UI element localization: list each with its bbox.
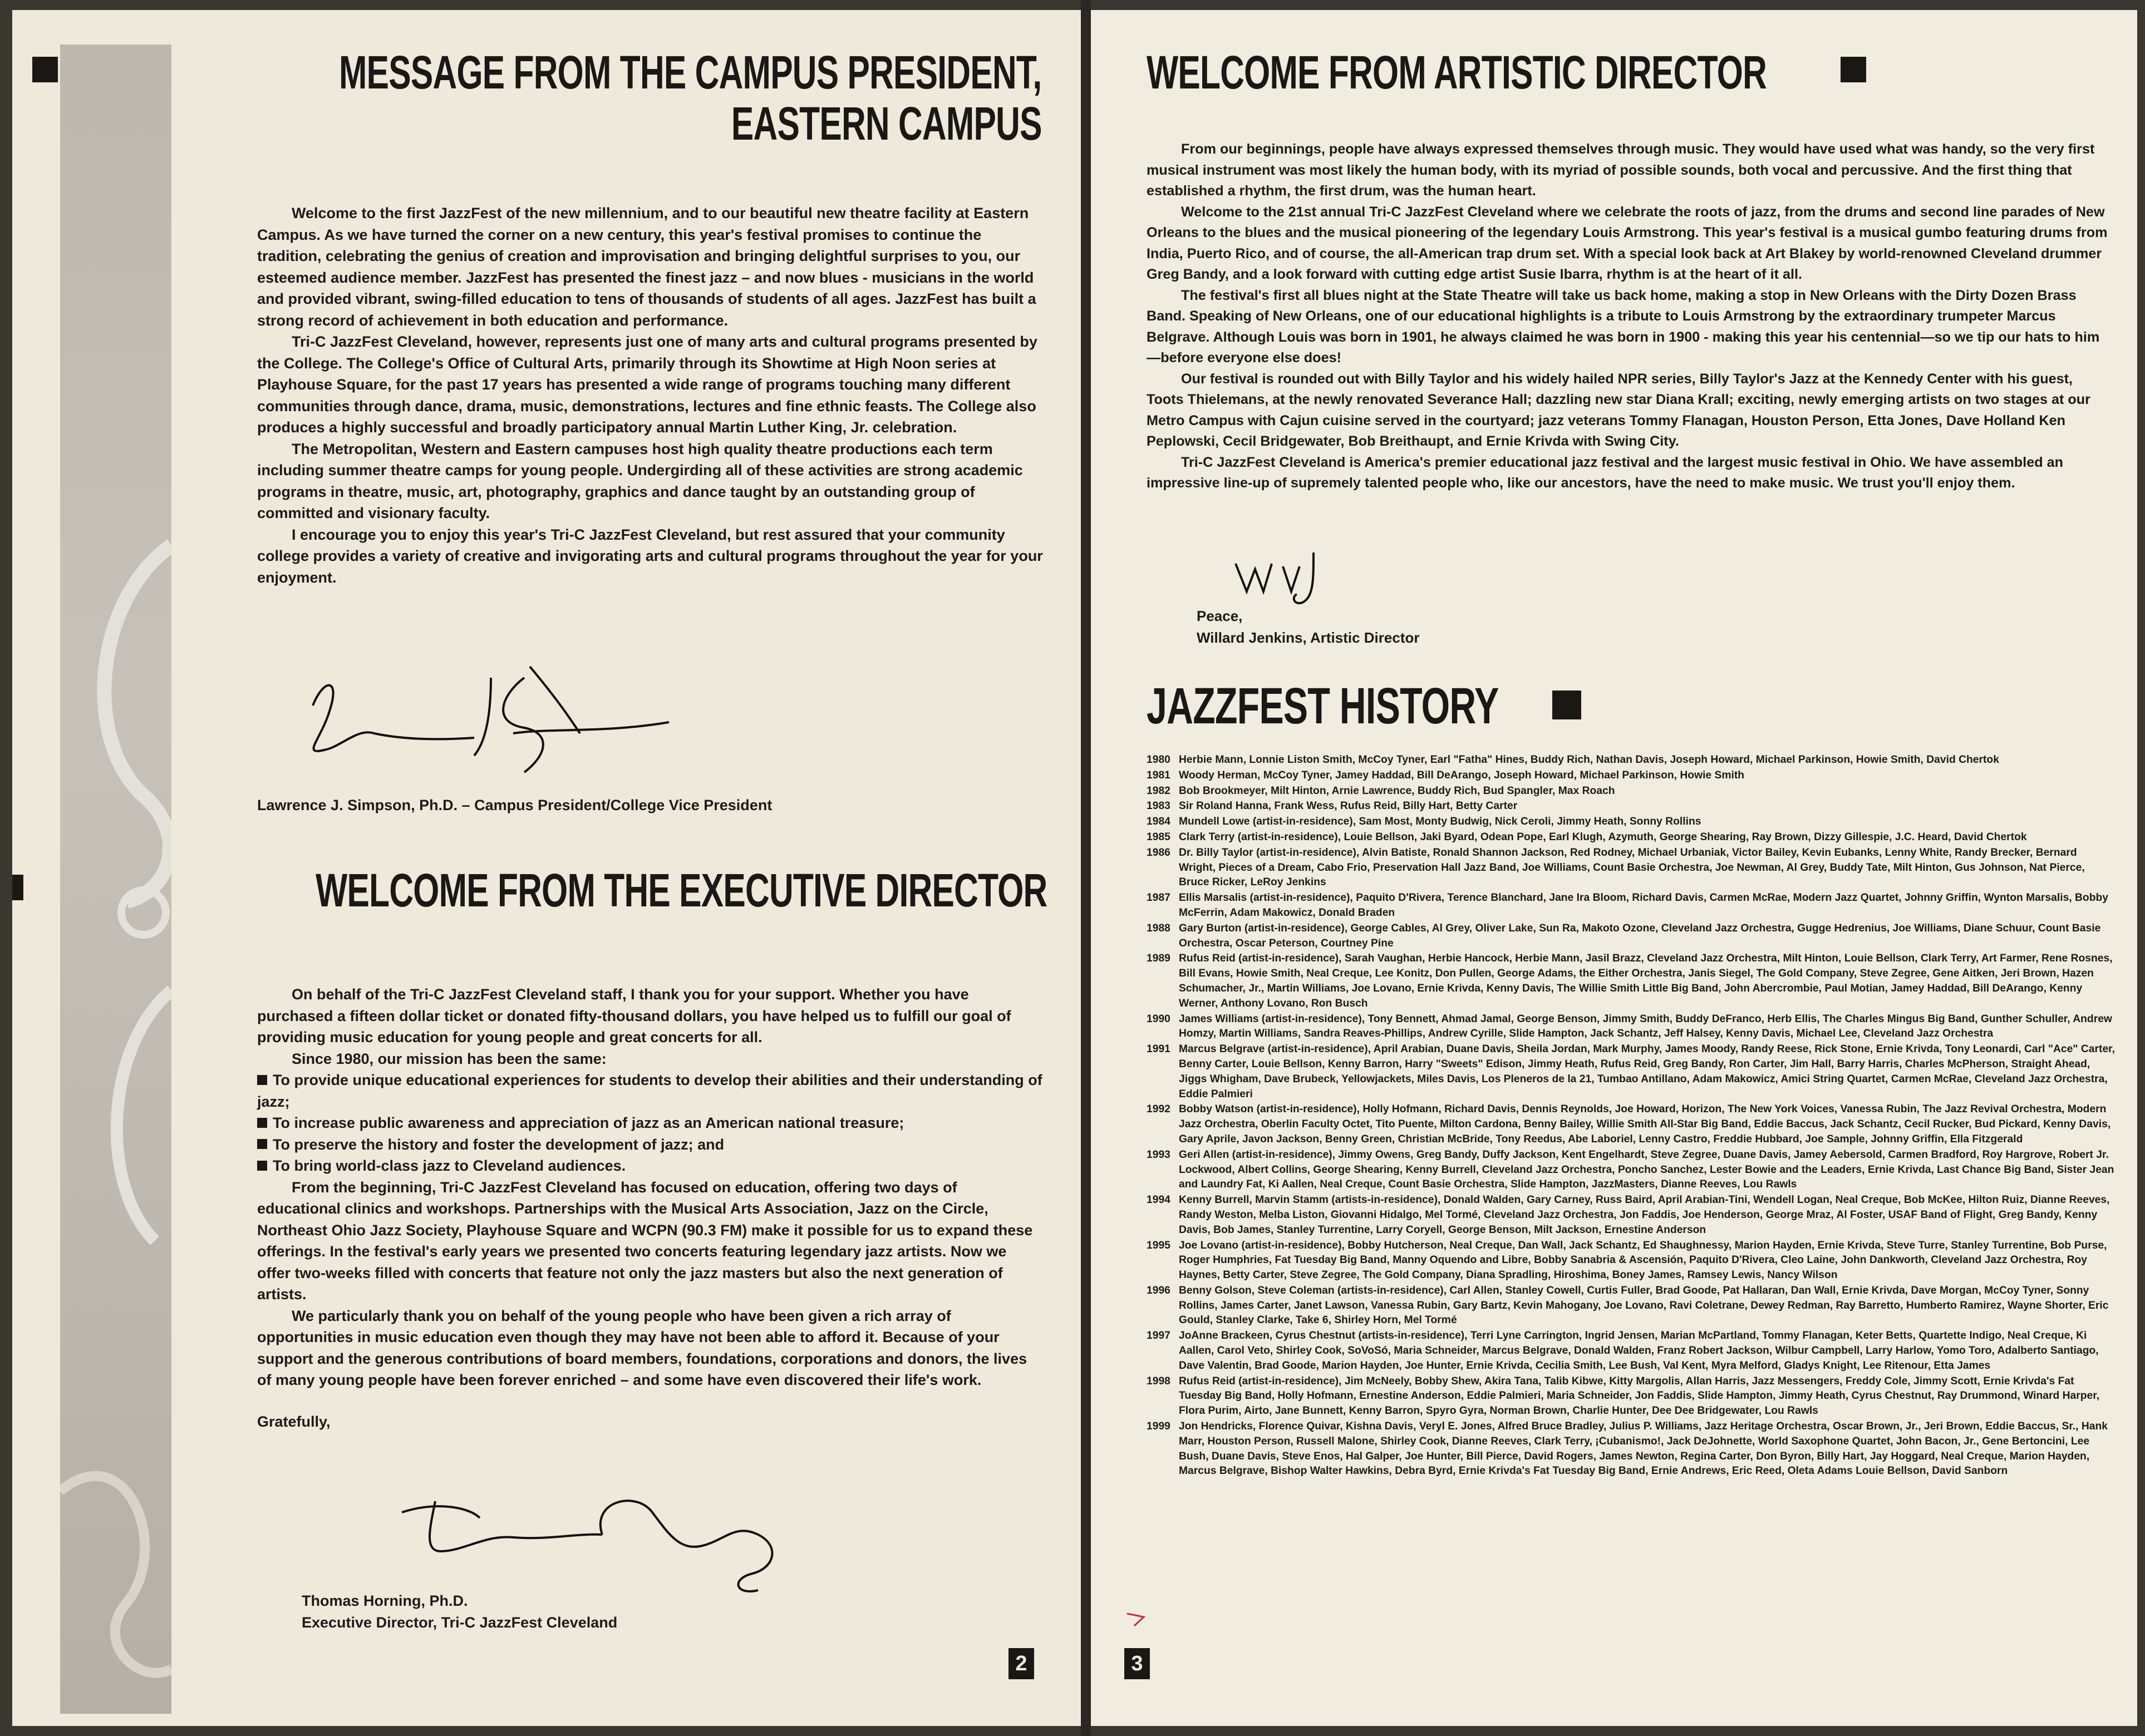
mission-bullet	[257, 1134, 1043, 1156]
artistic-letter	[1147, 139, 2108, 494]
history-entry	[1147, 1193, 2115, 1237]
history-entry	[1147, 1148, 2115, 1192]
executive-signature-block	[302, 1590, 970, 1633]
history-artists: Mundell Lowe (artist-in-residence), Sam Most, Monty Budwig, Nick Ceroli, Jimmy Heath, Sonny Rollins	[1179, 816, 1701, 828]
history-year: 1997	[1147, 1330, 1170, 1342]
mission-bullet-text: To preserve the history and foster the development of jazz; and	[273, 1136, 725, 1153]
mission-bullet	[257, 1155, 1043, 1177]
executive-closing: Gratefully,	[257, 1413, 331, 1430]
history-year: 1988	[1147, 922, 1170, 934]
history-year: 1986	[1147, 846, 1170, 859]
heading-square-icon	[1841, 57, 1866, 82]
history-entry	[1147, 951, 2115, 1011]
executive-signature	[391, 1468, 814, 1601]
artistic-signature-block	[1197, 605, 1698, 648]
history-entry	[1147, 1239, 2115, 1283]
history-year: 1985	[1147, 831, 1170, 843]
history-year: 1981	[1147, 769, 1170, 781]
history-artists: Geri Allen (artist-in-residence), Jimmy Owens, Greg Bandy, Duffy Jackson, Kent Engelhardt, Steve Zegree, Duane Davis, Jamey Aebersold, Carmen Bradford, Roy Hargrove, Robert Jr. Lockwood, Albert Collins, George Shearing, Kenny Burrell, Cleveland Jazz Orchestra, Poncho Sanchez, Lester Bowie and the Leaders, Ernie Krivda, Last Chance Big Band, Sister Jean and Laundry Fat, Ki Aallen, Neal Creque, Count Basie Orchestra, Slide Hampton, JazzMasters, Dianne Reeves, Lou Rawls	[1179, 1148, 2114, 1191]
history-artists: Ellis Marsalis (artist-in-residence), Paquito D'Rivera, Terence Blanchard, Jane Ira Bloom, Richard Davis, Carmen McRae, Modern Jazz Quartet, Johnny Griffin, Wynton Marsalis, Bobby McFerrin, Adam Makowicz, Donald Braden	[1179, 892, 2108, 919]
history-entry	[1147, 1102, 2115, 1147]
history-year: 1994	[1147, 1194, 1170, 1206]
history-entry	[1147, 846, 2115, 890]
executive-intro: On behalf of the Tri-C JazzFest Cleveland staff, I thank you for your support. Whether you have purchased a fifteen dollar ticket or donated fifty-thousand dollars, you have helped us to fulfill our goal of providing music education for young people and great concerts for all.	[257, 986, 1011, 1045]
history-year: 1996	[1147, 1284, 1170, 1296]
history-year: 1984	[1147, 816, 1170, 828]
executive-heading-text: WELCOME FROM THE EXECUTIVE DIRECTOR	[316, 864, 1047, 916]
history-year: 1998	[1147, 1375, 1170, 1387]
artistic-heading	[1147, 46, 1866, 98]
history-artists: Woody Herman, McCoy Tyner, Jamey Haddad, Bill DeArango, Joseph Howard, Michael Parkinson, Howie Smith	[1179, 769, 1745, 781]
president-heading-line1: MESSAGE FROM THE CAMPUS PRESIDENT,	[339, 46, 1042, 98]
history-year: 1991	[1147, 1043, 1170, 1056]
history-list	[1147, 753, 2115, 1479]
heading-square-icon	[32, 57, 58, 82]
president-paragraph: Tri-C JazzFest Cleveland, however, represents just one of many arts and cultural programs presented by the College. The College's Office of Cultural Arts, primarily through its Showtime at High Noon series at Playhouse Square, for the past 17 years has presented a wide range of programs touching many different communities through dance, drama, music, demonstrations, lectures and fine ethnic feasts. The College also produces a highly successful and broadly participatory annual Martin Luther King, Jr. celebration.	[257, 333, 1037, 436]
artistic-heading-text: WELCOME FROM ARTISTIC DIRECTOR	[1147, 46, 1767, 98]
page-number: 3	[1124, 1648, 1150, 1679]
history-artists: Jon Hendricks, Florence Quivar, Kishna Davis, Veryl E. Jones, Alfred Bruce Bradley, Julius P. Williams, Jazz Heritage Orchestra, Oscar Brown, Jr., Jeri Brown, Eddie Baccus, Sr., Hank Marr, Houston Person, Russell Malone, Shirley Cook, Dianne Reeves, Clark Terry, ¡Cubanismo!, Jack DeJohnette, World Saxophone Quartet, John Bacon, Jr., Gene Bertoncini, Lee Bush, Duane Davis, Steve Enos, Hal Galper, Joe Hunter, Bill Pierce, David Rogers, James Newton, Regina Carter, Don Byron, Billy Hart, Jay Hoggard, Neal Creque, Marion Hayden, Marcus Belgrave, Bishop Walter Hawkins, Debra Byrd, Ernie Krivda's Fat Tuesday Big Band, Ernie Andrews, Eric Reed, Oleta Adams Louie Bellson, David Sanborn	[1179, 1421, 2108, 1477]
history-artists: James Williams (artist-in-residence), Tony Bennett, Ahmad Jamal, George Benson, Jimmy Smith, Buddy DeFranco, Herb Ellis, The Charles Mingus Big Band, Gunther Schuller, Andrew Homzy, Martin Williams, Sandra Reaves-Phillips, Andrew Cyrille, Slide Hampton, Jack Schantz, Jeff Halsey, Kenny Davis, Michael Lee, Cleveland Jazz Orchestra	[1179, 1013, 2112, 1040]
history-artists: Rufus Reid (artist-in-residence), Sarah Vaughan, Herbie Hancock, Herbie Mann, Jasil Brazz, Cleveland Jazz Orchestra, Milt Hinton, Louie Bellson, Clark Terry, Art Farmer, Rene Rosnes, Bill Evans, Howie Smith, Neal Creque, Lee Konitz, Don Pullen, George Adams, the Either Orchestra, Janis Siegel, The Gold Company, Steve Zegree, Gene Aitken, Jeri Brown, Hazen Schumacher, Jr., Martin Williams, Joe Lovano, Ernie Krivda, Kenny Davis, The Willie Smith Little Big Band, John Abercrombie, Paul Motian, Jamey Haddad, Bill DeArango, Kenny Werner, Anthony Lovano, Ron Busch	[1179, 953, 2113, 1009]
history-heading	[1147, 680, 1581, 732]
history-heading-text: JAZZFEST HISTORY	[1147, 678, 1499, 734]
history-artists: JoAnne Brackeen, Cyrus Chestnut (artists-in-residence), Terri Lyne Carrington, Ingrid Jensen, Marian McPartland, Tommy Flanagan, Keter Betts, Quartette Indigo, Neal Creque, Ki Aallen, Carol Veto, Shirley Cook, SoVoSó, Maria Schneider, Marcus Belgrave, Donald Walden, Franz Robert Jackson, Wilbur Campbell, Larry Harlow, Yomo Toro, Adalberto Santiago, Dave Valentin, Brad Goode, Marion Hayden, Joe Hunter, Ernie Krivda, Cecilia Smith, Lee Bush, Val Kent, Myra Melford, Gladys Knight, Lee Ritenour, Etta James	[1179, 1330, 2099, 1372]
history-entry	[1147, 753, 2115, 768]
history-entry	[1147, 921, 2115, 951]
history-entry	[1147, 891, 2115, 921]
bullet-square-icon	[257, 1139, 267, 1149]
artistic-paragraph: From our beginnings, people have always expressed themselves through music. They would have used what was handy, so the very first musical instrument was most likely the human body, with its myriad of possible sounds, both vocal and percussive. And the first thing that established a rhythm, the first drum, was the human heart.	[1147, 141, 2095, 199]
executive-sig-name: Thomas Horning, Ph.D.	[302, 1592, 468, 1609]
president-paragraph: Welcome to the first JazzFest of the new millennium, and to our beautiful new theatre facility at Eastern Campus. As we have turned the corner on a new century, this year's festival promises to continue the tradition, celebrating the genius of creation and improvisation and bringing delightful surprises to you, our esteemed audience member. JazzFest has presented the finest jazz – and now blues - musicians in the world and provided vibrant, swing-filled education to tens of thousands of students of all ages. JazzFest has built a strong record of achievement in both education and performance.	[257, 205, 1036, 329]
history-year: 1989	[1147, 953, 1170, 965]
president-paragraph: The Metropolitan, Western and Eastern campuses host high quality theatre productions each term including summer theatre camps for young people. Undergirding all of these activities are strong academic programs in theatre, music, art, photography, graphics and dance taught by an outstanding group of committed and visionary faculty.	[257, 440, 1023, 521]
history-entry	[1147, 1284, 2115, 1328]
history-artists: Kenny Burrell, Marvin Stamm (artists-in-residence), Donald Walden, Gary Carney, Russ Baird, April Arabian-Tini, Wendell Logan, Neal Creque, Bob McKee, Hilton Ruiz, Dianne Reeves, Randy Weston, Melba Liston, Giovanni Hidalgo, Mel Tormé, Cleveland Jazz Orchestra, Jon Faddis, Joe Henderson, George Mraz, Al Foster, USAF Band of Flight, Greg Bandy, Kenny Davis, Bob James, Stanley Turrentine, Larry Coryell, George Benson, Milt Jackson, Ernestine Anderson	[1179, 1194, 2110, 1236]
page-gutter	[1081, 0, 1091, 1736]
mission-bullet-text: To increase public awareness and appreciation of jazz as an American national treasure;	[273, 1114, 904, 1131]
mission-bullet-text: To bring world-class jazz to Cleveland audiences.	[273, 1157, 626, 1174]
history-artists: Dr. Billy Taylor (artist-in-residence), Alvin Batiste, Ronald Shannon Jackson, Red Rodney, Michael Urbaniak, Victor Bailey, Kevin Eubanks, Lenny White, Randy Brecker, Bernard Wright, Pieces of a Dream, Cabo Frio, Preservation Hall Jazz Band, Joe Williams, Count Basie Orchestra, Joe Newman, Al Grey, Buddy Tate, Milt Hinton, Gus Johnson, Nat Pierce, Bruce Ricker, LeRoy Jenkins	[1179, 846, 2085, 889]
president-letter	[257, 203, 1043, 588]
artistic-closing: Peace,	[1197, 608, 1243, 624]
mission-bullet	[257, 1112, 1043, 1134]
history-artists: Herbie Mann, Lonnie Liston Smith, McCoy Tyner, Earl "Fatha" Hines, Buddy Rich, Nathan Davis, Joseph Howard, Michael Parkinson, Howie Smith, David Chertok	[1179, 754, 1999, 766]
president-heading	[252, 46, 1042, 160]
history-artists: Bobby Watson (artist-in-residence), Holly Hofmann, Richard Davis, Dennis Reynolds, Joe Howard, Horizon, The New York Voices, Vanessa Rubin, The Jazz Revival Orchestra, Modern Jazz Orchestra, Oberlin Faculty Octet, Tito Puente, Milton Cardona, Benny Bailey, Willie Smith All-Star Big Band, Eddie Baccus, Jack Schantz, Cecil Rucker, Bud Pickard, Kenny Davis, Gary Aprile, Javon Jackson, Benny Green, Christian McBride, Tony Reedus, Abe Laboriel, Lenny Castro, Freddie Hubbard, Joe Sample, Johnny Griffin, Ella Fitzgerald	[1179, 1103, 2111, 1145]
red-annotation-mark	[1124, 1601, 1681, 1668]
history-entry	[1147, 1374, 2115, 1419]
president-heading-line2: EASTERN CAMPUS	[731, 97, 1042, 150]
history-year: 1995	[1147, 1239, 1170, 1251]
history-entry	[1147, 1012, 2115, 1042]
artistic-sig-name: Willard Jenkins, Artistic Director	[1197, 629, 1420, 646]
history-year: 1987	[1147, 892, 1170, 904]
artistic-paragraph: Our festival is rounded out with Billy Taylor and his widely hailed NPR series, Billy Taylor's Jazz at the Kennedy Center with his guest, Toots Thielemans, at the newly renovated Severance Hall; dazzling new star Diana Krall; exciting, newly emerging artists on two stages at our Metro Campus with Cajun cuisine served in the courtyard; jazz veterans Tommy Flanagan, Houston Person, Etta Jones, Dave Holland Ken Peplowski, Cecil Bridgewater, Bob Breithaupt, and Ernie Krivda with Swing City.	[1147, 371, 2090, 449]
history-artists: Benny Golson, Steve Coleman (artists-in-residence), Carl Allen, Stanley Cowell, Curtis Fuller, Brad Goode, Pat Hallaran, Dan Wall, Ernie Krivda, Dave Morgan, McCoy Tyner, Sonny Rollins, James Carter, Janet Lawson, Vanessa Rubin, Gary Bartz, Kevin Mahogany, Joe Lovano, Ravi Coletrane, Dewey Redman, Ray Barretto, Humberto Ramirez, Wayne Shorter, Eric Gould, Stanley Clarke, Take 6, Shirley Horn, Mel Tormé	[1179, 1284, 2109, 1326]
history-year: 1990	[1147, 1013, 1170, 1025]
history-year: 1993	[1147, 1148, 1170, 1161]
heading-square-icon	[1552, 691, 1581, 719]
history-artists: Joe Lovano (artist-in-residence), Bobby Hutcherson, Neal Creque, Dan Wall, Jack Schantz, Ed Shaughnessy, Marion Hayden, Ernie Krivda, Steve Turre, Stanley Turrentine, Bob Purse, Roger Humphries, Fat Tuesday Big Band, Manny Oquendo and Libre, Bobby Sanabria & Ascensión, Paquito D'Rivera, Cleo Laine, John Dankworth, Cleveland Jazz Orchestra, Roy Haynes, Betty Carter, Steve Zegree, The Gold Company, Diana Spradling, Hiroshima, Boney James, Ramsey Lewis, Nancy Wilson	[1179, 1239, 2107, 1281]
executive-letter	[257, 984, 1043, 1432]
bullet-square-icon	[257, 1118, 267, 1128]
right-page	[1091, 10, 2137, 1726]
history-year: 1983	[1147, 800, 1170, 812]
artistic-paragraph: Tri-C JazzFest Cleveland is America's premier educational jazz festival and the largest music festival in Ohio. We have assembled an impressive line-up of supremely talented people who, like our ancestors, have the need to make music. We trust you'll enjoy them.	[1147, 454, 2063, 491]
history-artists: Gary Burton (artist-in-residence), George Cables, Al Grey, Oliver Lake, Sun Ra, Makoto Ozone, Cleveland Jazz Orchestra, Gugge Hedrenius, Joe Williams, Diane Schuur, Count Basie Orchestra, Oscar Peterson, Courtney Pine	[1179, 922, 2101, 949]
executive-paragraph: From the beginning, Tri-C JazzFest Cleveland has focused on education, offering two days of educational clinics and workshops. Partnerships with the Musical Arts Association, Jazz on the Circle, Northeast Ohio Jazz Society, Playhouse Square and WCPN (90.3 FM) make it possible for us to expand these offerings. In the festival's early years we presented two concerts featuring legendary jazz artists. Now we offer two-weeks filled with concerts that feature not only the jazz masters but also the next generation of artists.	[257, 1178, 1033, 1303]
mission-lead: Since 1980, our mission has been the same:	[292, 1050, 607, 1067]
president-signature-caption: Lawrence J. Simpson, Ph.D. – Campus President/College Vice President	[257, 797, 773, 813]
history-entry	[1147, 1329, 2115, 1373]
artistic-paragraph: The festival's first all blues night at the State Theatre will take us back home, making a stop in New Orleans with the Dirty Dozen Brass Band. Speaking of New Orleans, one of our educational highlights is a tribute to Louis Armstrong by the extraordinary trumpeter Marcus Belgrave. Although Louis was born in 1901, he always claimed he was born in 1900 - making this year his centennial—so we tip our hats to him—before everyone else does!	[1147, 287, 2100, 366]
mission-bullet-text: To provide unique educational experiences for students to develop their abilities and their understanding of jazz;	[257, 1072, 1042, 1110]
mission-bullet	[257, 1069, 1043, 1112]
history-artists: Sir Roland Hanna, Frank Wess, Rufus Reid, Billy Hart, Betty Carter	[1179, 800, 1518, 812]
artistic-paragraph: Welcome to the 21st annual Tri-C JazzFest Cleveland where we celebrate the roots of jazz, from the drums and second line parades of New Orleans to the blues and the musical pioneering of the legendary Louis Armstrong. This year's festival is a musical gumbo featuring drums from India, Puerto Rico, and of course, the all-American trap drum set. With a special look back at Art Blakey by world-renowned Cleveland drummer Greg Bandy, and a look forward with cutting edge artist Susie Ibarra, rhythm is at the heart of it all.	[1147, 204, 2108, 282]
history-artists: Bob Brookmeyer, Milt Hinton, Arnie Lawrence, Buddy Rich, Bud Spangler, Max Roach	[1179, 785, 1615, 797]
history-year: 1999	[1147, 1421, 1170, 1433]
history-artists: Rufus Reid (artist-in-residence), Jim McNeely, Bobby Shew, Akira Tana, Talib Kibwe, Kitty Margolis, Allan Harris, Jazz Messengers, Freddy Cole, Jimmy Scott, Ernie Krivda's Fat Tuesday Big Band, Holly Hofmann, Ernestine Anderson, Eddie Palmieri, Maria Schneider, Jon Faddis, Slide Hampton, Jimmy Heath, Cyrus Chestnut, Ray Drummond, Winard Harper, Flora Purim, Airto, Jane Bunnett, Kenny Barron, Spyro Gyra, Norman Brown, Charlie Hunter, Dee Dee Bridgewater, Lou Rawls	[1179, 1375, 2100, 1417]
history-entry	[1147, 1042, 2115, 1102]
history-artists: Marcus Belgrave (artist-in-residence), April Arabian, Duane Davis, Sheila Jordan, Mark Murphy, James Moody, Randy Reese, Rick Stone, Ernie Krivda, Tony Leonardi, Carl "Ace" Carter, Benny Carter, Louie Bellson, Kenny Barron, Harry "Sweets" Edison, Jimmy Heath, Rufus Reid, Greg Bandy, Ron Carter, Jim Hall, Barry Harris, Charles McPherson, Straight Ahead, Jiggs Whigham, Dave Brubeck, Yellowjackets, Miles Davis, Los Pleneros de la 21, Tumbao Antillano, Adam Makowicz, Amici String Quartet, Carmen McRae, Cleveland Jazz Orchestra, Eddie Palmieri	[1179, 1043, 2115, 1100]
history-entry	[1147, 799, 2115, 814]
heading-square-icon	[12, 875, 23, 900]
president-paragraph: I encourage you to enjoy this year's Tri-C JazzFest Cleveland, but rest assured that your community college provides a variety of creative and invigorating arts and cultural programs throughout the year for your enjoyment.	[257, 526, 1043, 586]
history-entry	[1147, 784, 2115, 799]
history-year: 1992	[1147, 1103, 1170, 1116]
president-signature	[291, 644, 691, 778]
history-entry	[1147, 1419, 2115, 1479]
left-page	[12, 10, 1081, 1726]
history-entry	[1147, 815, 2115, 830]
executive-heading	[213, 864, 1047, 939]
history-entry	[1147, 768, 2115, 783]
history-year: 1982	[1147, 785, 1170, 797]
history-year: 1980	[1147, 754, 1170, 766]
history-artists: Clark Terry (artist-in-residence), Louie Bellson, Jaki Byard, Odean Pope, Earl Klugh, Azymuth, George Shearing, Ray Brown, Dizzy Gillespie, J.C. Heard, David Chertok	[1179, 831, 2027, 843]
executive-paragraph: We particularly thank you on behalf of the young people who have been given a rich array of opportunities in music education even though they may have not been able to afford it. Because of your support and the generous contributions of board members, foundations, corporations and donors, the lives of many young people have been forever enriched – and some have even discovered their life's work.	[257, 1307, 1027, 1388]
page-number: 2	[1008, 1648, 1034, 1679]
bullet-square-icon	[257, 1075, 267, 1085]
executive-sig-title: Executive Director, Tri-C JazzFest Cleveland	[302, 1614, 618, 1631]
history-entry	[1147, 830, 2115, 845]
bullet-square-icon	[257, 1161, 267, 1171]
artistic-signature	[1230, 547, 1341, 608]
